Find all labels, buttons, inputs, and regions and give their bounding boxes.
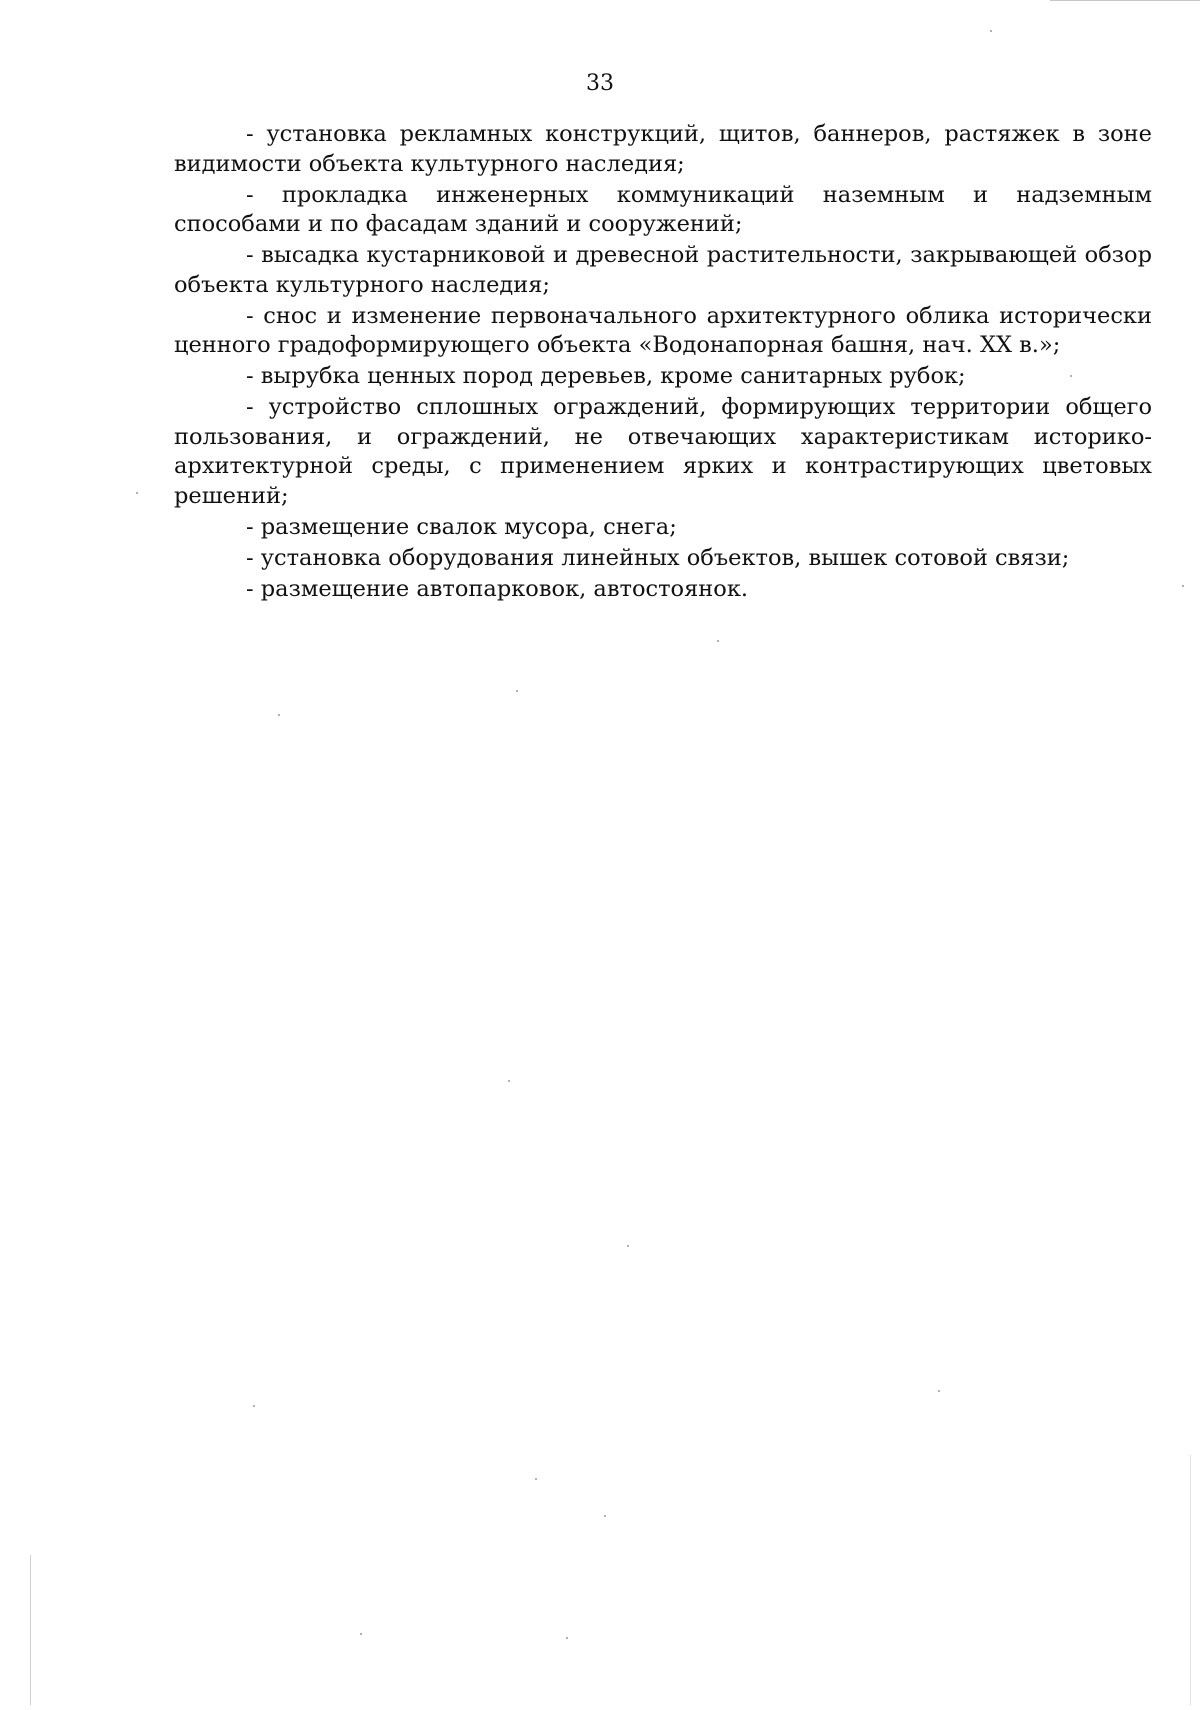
scan-speck (278, 714, 280, 716)
scan-edge-left (30, 1555, 31, 1705)
list-item: - высадка кустарниковой и древесной растительности, закрывающей обзор объекта культурного наследия; (174, 242, 1152, 298)
list-item: - прокладка инженерных коммуникаций наземным и надземным способами и по фасадам зданий и сооружений; (174, 181, 1152, 237)
scan-speck (717, 640, 719, 642)
scan-speck (535, 1478, 537, 1480)
scan-speck (938, 1390, 940, 1392)
scan-speck (516, 690, 518, 692)
list-item: - размещение свалок мусора, снега; (246, 513, 677, 540)
list-item: - установка оборудования линейных объектов, вышек сотовой связи; (246, 544, 1070, 571)
list-item: - размещение автопарковок, автостоянок. (246, 575, 749, 602)
scan-edge-right (1190, 1455, 1191, 1705)
list-item: - установка рекламных конструкций, щитов, баннеров, растяжек в зоне видимости объекта культурного наследия; (174, 121, 1152, 177)
scan-speck (253, 1405, 255, 1407)
restrictions-list (174, 120, 1152, 606)
scan-speck (566, 1637, 568, 1639)
scan-speck (136, 492, 138, 494)
scan-edge-top (1050, 0, 1200, 1)
scan-speck (627, 1245, 629, 1247)
list-item: - устройство сплошных ограждений, формирующих территории общего пользования, и ограждений, не отвечающих характеристикам историко-архитектурной среды, с применением ярких и контрастирующих цветовых решений; (174, 394, 1152, 509)
list-item: - вырубка ценных пород деревьев, кроме санитарных рубок; (246, 363, 966, 389)
scan-speck (508, 1080, 510, 1082)
scan-speck (360, 1633, 362, 1635)
scan-speck (1182, 585, 1184, 587)
page-number: 33 (586, 71, 614, 96)
scan-speck (604, 1515, 606, 1517)
scan-speck (990, 30, 992, 32)
list-item: - снос и изменение первоначального архитектурного облика исторически ценного градоформирующего объекта «Водонапорная башня, нач. XX в.»; (174, 302, 1152, 358)
